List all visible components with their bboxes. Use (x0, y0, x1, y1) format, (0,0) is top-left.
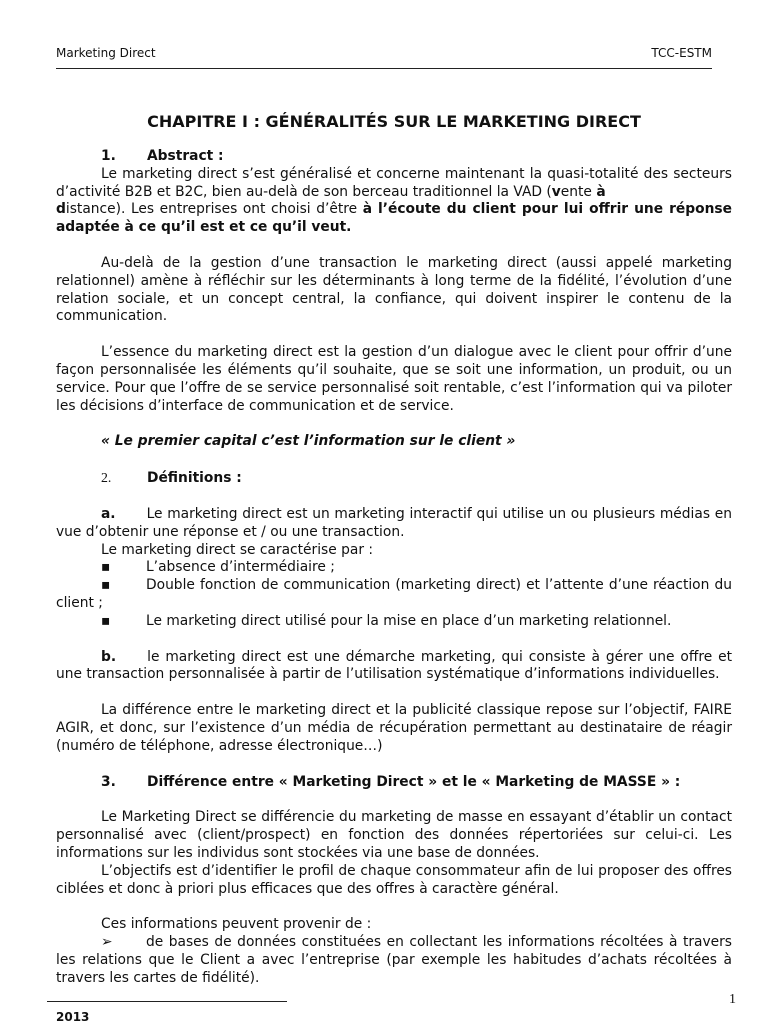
list-item: ▪ Double fonction de communication (marketing direct) et l’attente d’une réaction du client ; (56, 577, 732, 611)
definition-a-sub: Le marketing direct se caractérise par : (101, 541, 374, 558)
list-item: ▪ Le marketing direct utilisé pour la mise en place d’un marketing relationnel. (101, 612, 672, 629)
abstract-paragraph-1: Le marketing direct s’est généralisé et concerne maintenant la quasi-totalité des secteurs d’activité B2B et B2C, bien au-delà de son berceau traditionnel la VAD (vente à distance). Les entreprises ont choisi d’être à l’écoute du client pour lui offrir une réponse adaptée à ce qu’il est et ce qu’il veut. (56, 165, 732, 236)
page-number: 1 (729, 992, 736, 1007)
sources-intro: Ces informations peuvent provenir de : (101, 916, 372, 933)
section-title: Abstract : (147, 148, 224, 164)
bullet-icon: ▪ (101, 559, 111, 576)
section-number: 3. (101, 773, 116, 790)
footer-year: 2013 (56, 1010, 90, 1024)
document-body (56, 112, 732, 987)
quote: « Le premier capital c’est l’information sur le client » (101, 433, 516, 450)
section-heading-definitions (56, 469, 732, 488)
section-title: Différence entre « Marketing Direct » et le « Marketing de MASSE » : (147, 773, 681, 790)
bullet-icon: ▪ (101, 612, 111, 629)
section-number: 2. (101, 470, 112, 486)
chapter-title: CHAPITRE I : GÉNÉRALITÉS SUR LE MARKETING DIRECT (147, 112, 641, 131)
header-rule (56, 68, 712, 69)
arrow-bullet-icon: ➢ (101, 934, 113, 951)
header-left-title: Marketing Direct (56, 46, 156, 60)
abstract-paragraph-2: Au-delà de la gestion d’une transaction le marketing direct (aussi appelé marketing relationnel) amène à réfléchir sur les déterminants à long terme de la fidélité, l’évolution d’une relation sociale, et un concept central, la confiance, qui doivent inspirer le contenu de la communication. (56, 254, 732, 325)
difference-paragraph: La différence entre le marketing direct et la publicité classique repose sur l’objectif, FAIRE AGIR, et donc, sur l’existence d’un média de récupération permettant au destinataire de réagir (numéro de téléphone, adresse électronique…) (56, 702, 732, 754)
section-heading-difference (56, 774, 732, 792)
list-item: ▪ L’absence d’intermédiaire ; (101, 559, 335, 576)
header-right-title: TCC-ESTM (651, 46, 712, 60)
bullet-icon: ▪ (101, 577, 111, 594)
section-title: Définitions : (147, 470, 242, 487)
section-number: 1. (101, 148, 116, 164)
abstract-paragraph-3: L’essence du marketing direct est la gestion d’un dialogue avec le client pour offrir d’une façon personnalisée les éléments qu’il souhaite, que se soit une information, un produit, ou un service. Pour que l’offre de se service personnalisé soit rentable, c’est l’information qui va piloter les décisions d’interface de communication et de service. (56, 344, 732, 414)
difference-paragraph-2: L’objectifs est d’identifier le profil de chaque consommateur afin de lui proposer des offres ciblées et donc à priori plus efficaces que des offres à caractère général. (56, 862, 732, 897)
definition-b: b. le marketing direct est une démarche marketing, qui consiste à gérer une offre et une transaction personnalisée à partir de l’utilisation systématique d’informations individuelles. (56, 648, 732, 683)
section-heading-abstract (56, 148, 732, 166)
definition-a: a. Le marketing direct est un marketing interactif qui utilise un ou plusieurs médias en vue d’obtenir une réponse et / ou une transaction. (56, 505, 732, 540)
footer-rule (47, 1001, 287, 1002)
difference-paragraph-1: Le Marketing Direct se différencie du marketing de masse en essayant d’établir un contact personnalisé avec (client/prospect) en fonction des données répertoriées sur celui-ci. Les informations sur les individus sont stockées via une base de données. (56, 809, 732, 861)
list-item: ➢ de bases de données constituées en collectant les informations récoltées à travers les relations que le Client a avec l’entreprise (par exemple les habitudes d’achats récoltées à travers les cartes de fidélité). (56, 934, 732, 986)
